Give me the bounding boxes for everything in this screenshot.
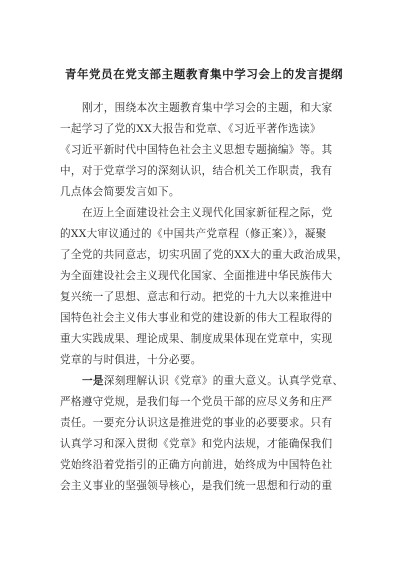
paragraph-lead: 一是 [82,375,104,387]
paragraph-line: 责任。一要充分认识这是推进党的事业的必要要求。只有 [60,417,333,429]
paragraph-line: 认真学习和深入贯彻《党章》和党内法规，才能确保我们 [60,438,333,450]
paragraph-line: 《习近平新时代中国特色社会主义思想专题摘编》等。其 [60,144,333,156]
paragraph-line: 复兴统一了思想、意志和行动。把党的十九大以来推进中 [60,291,333,303]
document-body [60,98,350,497]
paragraph-1 [60,98,350,203]
paragraph-line: 党章的与时俱进，十分必要。 [60,354,202,366]
paragraph-line: 党始终沿着党指引的正确方向前进，始终成为中国特色社 [60,459,333,471]
paragraph-2 [60,203,350,371]
paragraph-line: 国特色社会主义伟大事业和党的建设新的伟大工程取得的 [60,312,333,324]
paragraph-line: 会主义事业的坚强领导核心，是我们统一思想和行动的重 [60,480,333,492]
paragraph-3 [60,371,350,497]
paragraph-line: 中，对于党章学习的深刻认识，结合机关工作职责，我有 [60,165,333,177]
paragraph-line: 在迈上全面建设社会主义现代化国家新征程之际，党 [82,207,333,219]
paragraph-line: 为全面建设社会主义现代化国家、全面推进中华民族伟大 [60,270,333,282]
paragraph-line: 严格遵守党规，是我们每一个党员干部的应尽义务和庄严 [60,396,333,408]
document-title: 青年党员在党支部主题教育集中学习会上的发言提纲 [64,67,344,81]
paragraph-line-text: 深刻理解认识《党章》的重大意义。认真学党章、 [103,375,344,387]
paragraph-line: 刚才，围绕本次主题教育集中学习会的主题，和大家 [82,102,333,114]
paragraph-line: 了全党的共同意志，切实巩固了党的XX大的重大政治成果， [60,249,349,261]
paragraph-line: 的XX大审议通过的《中国共产党章程（修正案）》，凝聚 [60,228,327,240]
paragraph-line: 重大实践成果、理论成果、制度成果体现在党章中，实现 [60,333,333,345]
paragraph-line-with-lead [60,371,350,392]
paragraph-line: 一起学习了党的XX大报告和党章、《习近平著作选读》 [60,123,321,135]
paragraph-line: 几点体会简要发言如下。 [60,186,180,198]
